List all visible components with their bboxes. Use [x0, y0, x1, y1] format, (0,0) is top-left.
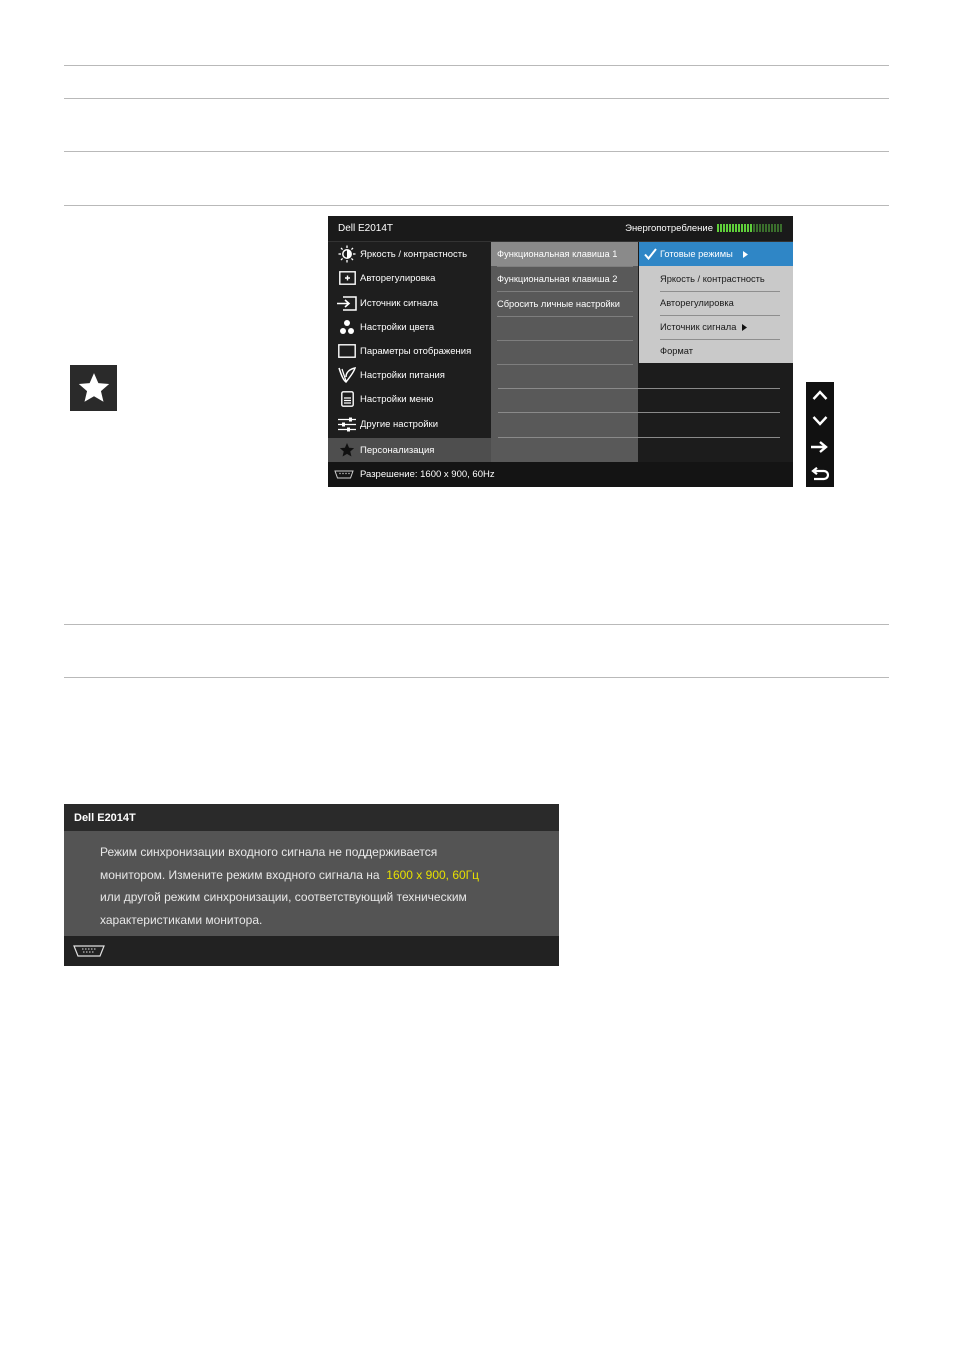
energy-segment	[723, 224, 725, 232]
input-source-icon	[336, 296, 358, 311]
energy-segment	[780, 224, 782, 232]
energy-label: Энергопотребление	[625, 223, 713, 234]
options-panel	[639, 242, 793, 363]
menu-item-power-settings[interactable]: Настройки питания	[328, 363, 491, 387]
divider	[498, 412, 780, 413]
energy-segment	[717, 224, 719, 232]
vga-connector-icon	[334, 470, 354, 479]
submenu-item-reset-personalization[interactable]: Сбросить личные настройки	[497, 299, 620, 309]
submenu-panel	[491, 242, 638, 462]
up-arrow-icon[interactable]	[806, 382, 834, 408]
option-aspect-ratio[interactable]: Формат	[660, 346, 694, 356]
menu-settings-icon	[336, 391, 358, 407]
energy-segment	[765, 224, 767, 232]
auto-adjust-icon	[336, 271, 358, 285]
divider	[64, 65, 889, 66]
energy-segment	[744, 224, 746, 232]
divider	[497, 316, 633, 317]
star-icon	[336, 442, 358, 458]
divider	[64, 205, 889, 206]
power-settings-icon	[336, 367, 358, 383]
option-preset-modes[interactable]: Готовые режимы	[639, 242, 793, 266]
osd-navigation-buttons	[806, 382, 834, 487]
display-settings-icon	[336, 344, 358, 358]
energy-segment	[777, 224, 779, 232]
menu-item-brightness[interactable]: Яркость / контрастность	[328, 242, 491, 266]
menu-item-input-source[interactable]: Источник сигнала	[328, 291, 491, 315]
divider	[497, 340, 633, 341]
energy-segment	[738, 224, 740, 232]
energy-segment	[741, 224, 743, 232]
option-brightness-contrast[interactable]: Яркость / контрастность	[660, 274, 765, 284]
energy-segment	[750, 224, 752, 232]
osd-footer	[328, 462, 793, 487]
divider	[64, 151, 889, 152]
menu-item-color-settings[interactable]: Настройки цвета	[328, 315, 491, 339]
right-arrow-icon[interactable]	[806, 434, 834, 460]
osd-header	[328, 216, 793, 242]
osd-menu	[328, 216, 793, 487]
caret-right-icon	[742, 324, 747, 331]
divider	[64, 98, 889, 99]
color-settings-icon	[336, 319, 358, 335]
osd-title: Dell E2014T	[338, 223, 394, 234]
main-menu	[328, 242, 491, 462]
energy-segment	[729, 224, 731, 232]
energy-segment	[735, 224, 737, 232]
menu-item-personalize[interactable]: Персонализация	[328, 438, 491, 462]
resolution-readout: Разрешение: 1600 x 900, 60Hz	[360, 469, 495, 480]
energy-segment	[720, 224, 722, 232]
dialog-title: Dell E2014T	[74, 812, 136, 824]
divider	[498, 437, 780, 438]
submenu-item-function-key-2[interactable]: Функциональная клавиша 2	[497, 274, 618, 284]
brightness-icon	[336, 245, 358, 263]
dialog-header	[64, 804, 559, 831]
menu-item-display-settings[interactable]: Параметры отображения	[328, 339, 491, 363]
energy-segment	[774, 224, 776, 232]
energy-meter	[717, 224, 783, 232]
divider	[64, 624, 889, 625]
energy-segment	[768, 224, 770, 232]
energy-segment	[726, 224, 728, 232]
back-icon[interactable]	[806, 461, 834, 487]
menu-item-auto-adjust[interactable]: Авторегулировка	[328, 266, 491, 290]
vga-connector-icon	[73, 945, 105, 957]
energy-segment	[747, 224, 749, 232]
energy-segment	[753, 224, 755, 232]
down-arrow-icon[interactable]	[806, 408, 834, 434]
personalize-star-icon	[70, 365, 117, 411]
energy-segment	[762, 224, 764, 232]
caret-right-icon	[743, 251, 748, 258]
unsupported-mode-dialog	[64, 804, 559, 966]
check-icon	[644, 248, 657, 260]
other-settings-icon	[336, 417, 358, 432]
energy-segment	[756, 224, 758, 232]
option-auto-adjust[interactable]: Авторегулировка	[660, 298, 734, 308]
divider	[64, 677, 889, 678]
dialog-message: Режим синхронизации входного сигнала не поддерживается монитором. Измените режим входного сигнала на 1600 x 900, 60Гц или другой режим синхронизации, соответствующий техническим характеристиками монитора.	[100, 845, 480, 927]
divider	[497, 364, 633, 365]
recommended-resolution: 1600 x 900, 60Гц	[386, 867, 480, 882]
submenu-item-function-key-1[interactable]: Функциональная клавиша 1	[491, 242, 638, 266]
energy-segment	[771, 224, 773, 232]
menu-item-other-settings[interactable]: Другие настройки	[328, 412, 491, 436]
menu-item-menu-settings[interactable]: Настройки меню	[328, 387, 491, 411]
energy-segment	[759, 224, 761, 232]
divider	[498, 388, 780, 389]
dialog-footer	[64, 936, 559, 966]
energy-segment	[732, 224, 734, 232]
option-input-source[interactable]: Источник сигнала	[639, 315, 793, 339]
